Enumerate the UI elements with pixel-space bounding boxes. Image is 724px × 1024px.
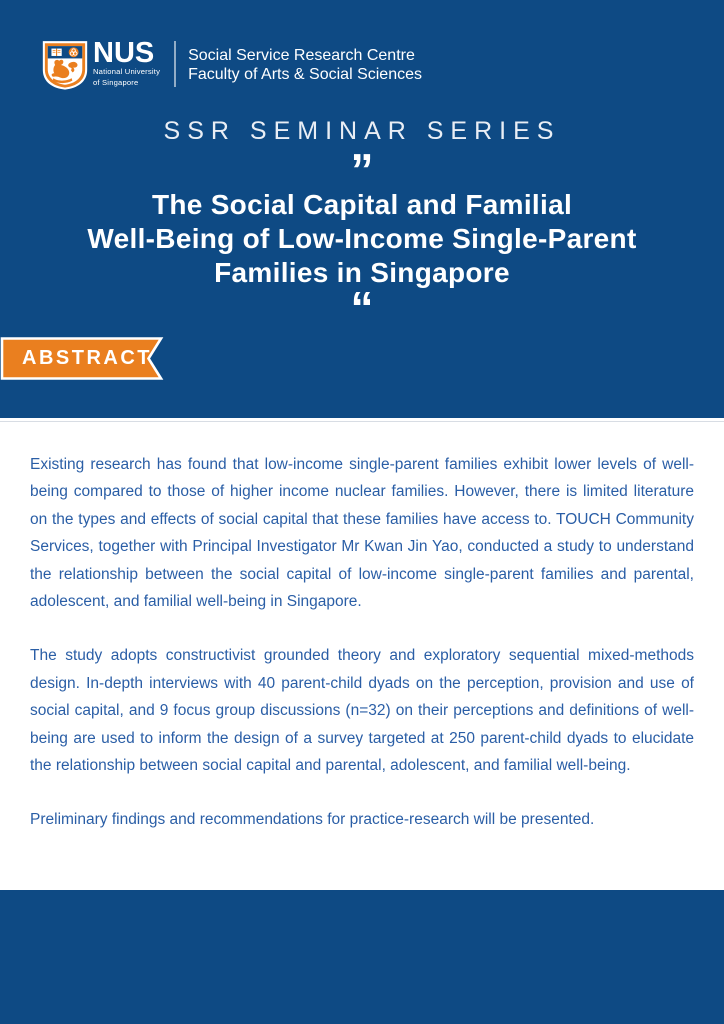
nus-sub-line2: of Singapore	[93, 77, 139, 87]
series-title: SSR SEMINAR SERIES	[163, 117, 561, 145]
dept-line1: Social Service Research Centre	[188, 47, 415, 64]
nus-logo-lockup	[0, 0, 724, 92]
seminar-title	[20, 188, 704, 290]
header	[0, 0, 724, 418]
nus-acronym: NUS	[93, 37, 155, 69]
abstract-paragraph-3: Preliminary findings and recommendations for practice-research will be presented.	[30, 811, 595, 829]
dept-line2: Faculty of Arts & Social Sciences	[188, 66, 422, 83]
seminar-title-line1: The Social Capital and Familial	[151, 189, 573, 220]
opening-quote-mark: “	[350, 282, 374, 334]
rings-emblem-icon	[69, 47, 79, 57]
abstract-section	[0, 418, 724, 890]
nus-sub-line1: National University	[93, 67, 161, 76]
logo-divider	[174, 41, 176, 87]
department-names	[188, 40, 422, 84]
abstract-paragraph-1: Existing research has found that low-income single-parent families exhibit lower levels of well-being compared to those of higher income nuclear families. However, there is limited literature on the types and effects of social capital that these families have access to. TOUCH Community Services, together with Principal Investigator Mr Kwan Jin Yao, conducted a study to understand the relationship between the social capital of low-income single-parent families and parental, adolescent, and familial well-being in Singapore.	[30, 456, 694, 611]
seminar-title-line3: Families in Singapore	[214, 257, 510, 288]
abstract-ribbon	[0, 336, 170, 381]
footer-bar	[0, 890, 724, 1024]
nus-wordmark	[93, 37, 161, 87]
seminar-title-line2: Well-Being of Low-Income Single-Parent	[87, 223, 637, 254]
abstract-ribbon-label: ABSTRACT	[22, 347, 152, 369]
nus-shield-icon	[42, 40, 88, 90]
open-book-icon	[51, 49, 61, 56]
abstract-paragraph-2: The study adopts constructivist grounded theory and exploratory sequential mixed-methods design. In-depth interviews with 40 parent-child dyads on the perception, provision and use of social capital, and 9 focus group discussions (n=32) on their perceptions and definitions of well-being are used to inform the design of a survey targeted at 250 parent-child dyads to elucidate the relationship between social capital and parental, adolescent, and familial well-being.	[30, 647, 694, 775]
closing-quote-mark: ”	[350, 144, 374, 196]
